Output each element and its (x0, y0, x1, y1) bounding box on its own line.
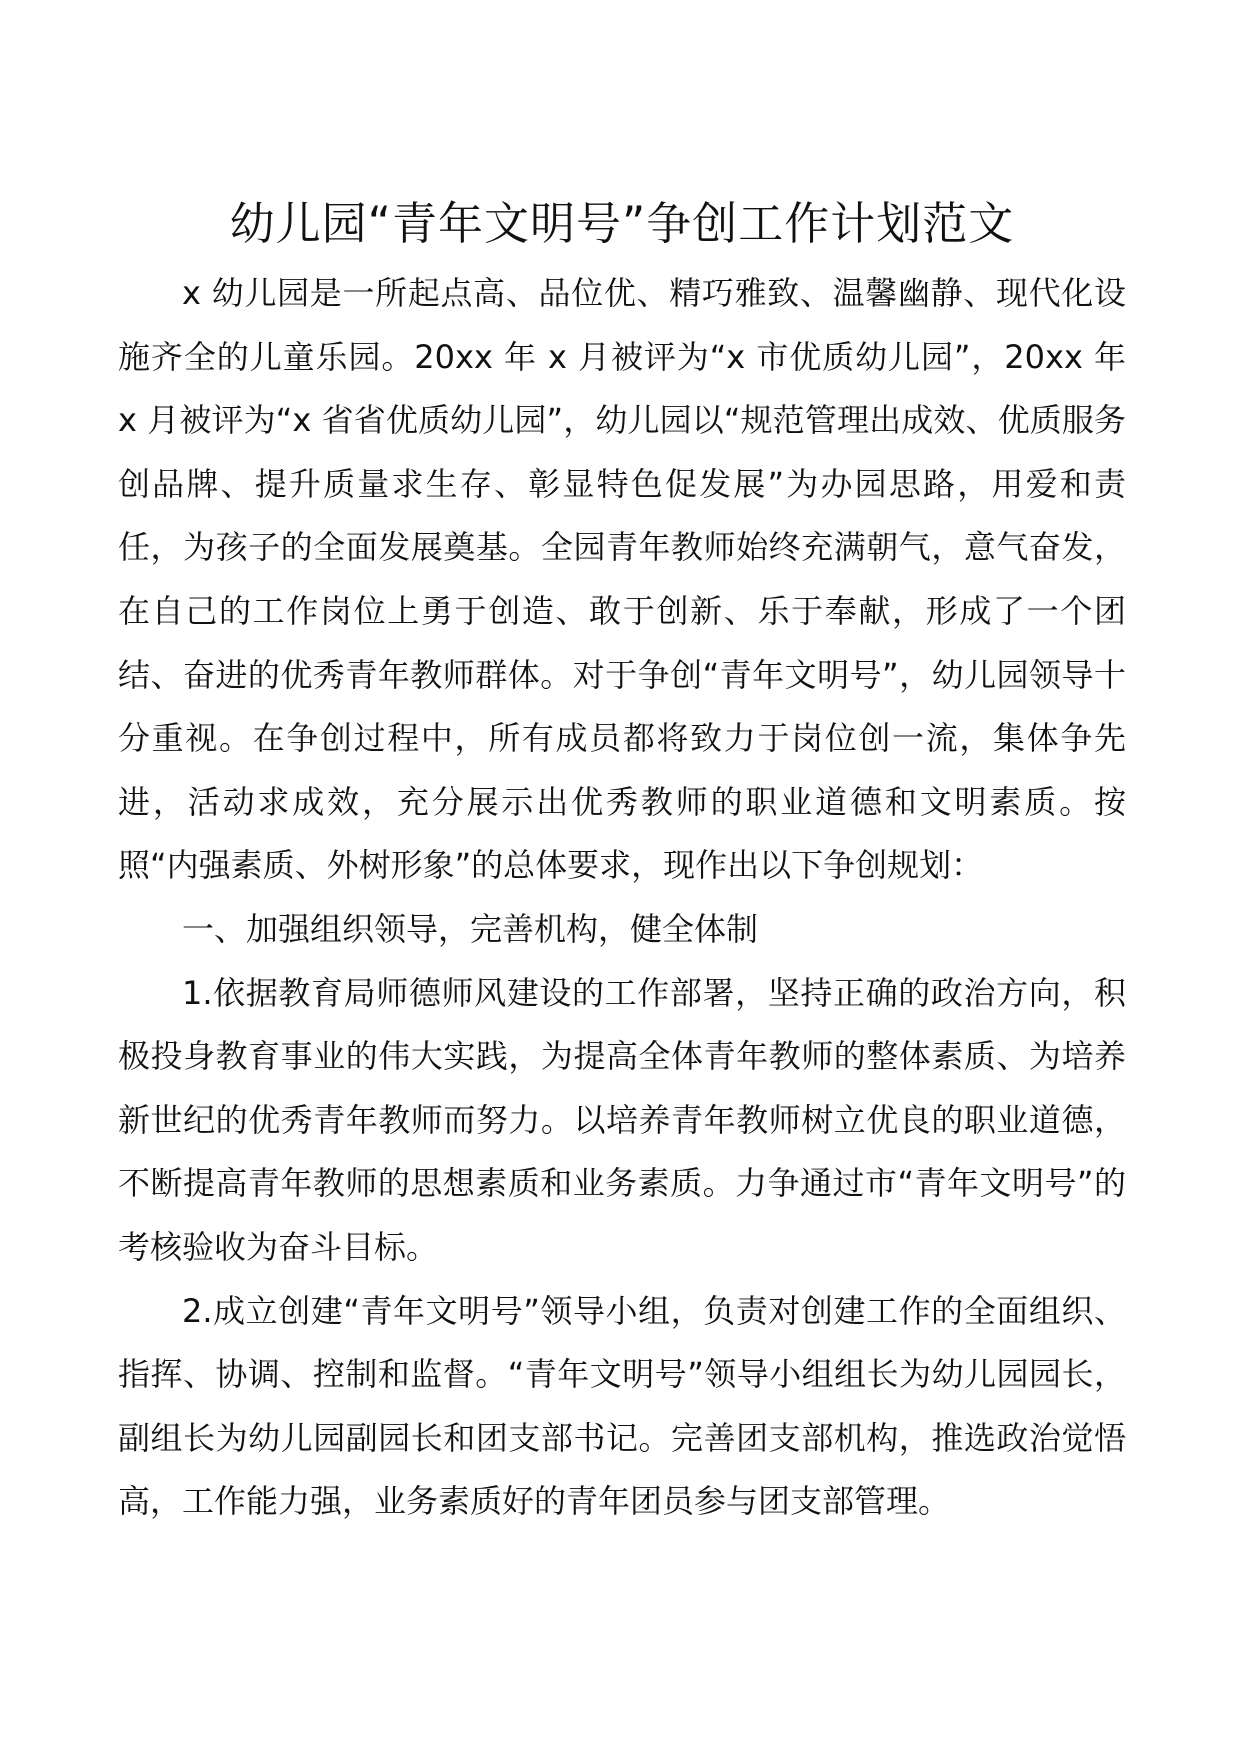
item-paragraph-2: 2.成立创建“青年文明号”领导小组，负责对创建工作的全面组织、指挥、协调、控制和监督。“青年文明号”领导小组组长为幼儿园园长，副组长为幼儿园副园长和团支部书记。完善团支部机构，推选政治觉悟高，工作能力强，业务素质好的青年团员参与团支部管理。 (118, 1291, 1126, 1521)
document-body (118, 262, 1126, 1534)
item-paragraph-1: 1.依据教育局师德师风建设的工作部署，坚持正确的政治方向，积极投身教育事业的伟大实践，为提高全体青年教师的整体素质、为培养新世纪的优秀青年教师而努力。以培养青年教师树立优良的职业道德，不断提高青年教师的思想素质和业务素质。力争通过市“青年文明号”的考核验收为奋斗目标。 (118, 973, 1126, 1266)
intro-paragraph: x 幼儿园是一所起点高、品位优、精巧雅致、温馨幽静、现代化设施齐全的儿童乐园。20xx 年 x 月被评为“x 市优质幼儿园”，20xx 年 x 月被评为“x 省省优质幼儿园”，幼儿园以“规范管理出成效、优质服务创品牌、提升质量求生存、彰显特色促发展”为办园思路，用爱和责任，为孩子的全面发展奠基。全园青年教师始终充满朝气，意气奋发，在自己的工作岗位上勇于创造、敢于创新、乐于奉献，形成了一个团结、奋进的优秀青年教师群体。对于争创“青年文明号”，幼儿园领导十分重视。在争创过程中，所有成员都将致力于岗位创一流，集体争先进，活动求成效，充分展示出优秀教师的职业道德和文明素质。按照“内强素质、外树形象”的总体要求，现作出以下争创规划： (118, 274, 1126, 885)
document-content (118, 192, 1126, 1534)
section-heading-1: 一、加强组织领导，完善机构，健全体制 (182, 909, 759, 948)
document-title: 幼儿园“青年文明号”争创工作计划范文 (229, 197, 1015, 250)
